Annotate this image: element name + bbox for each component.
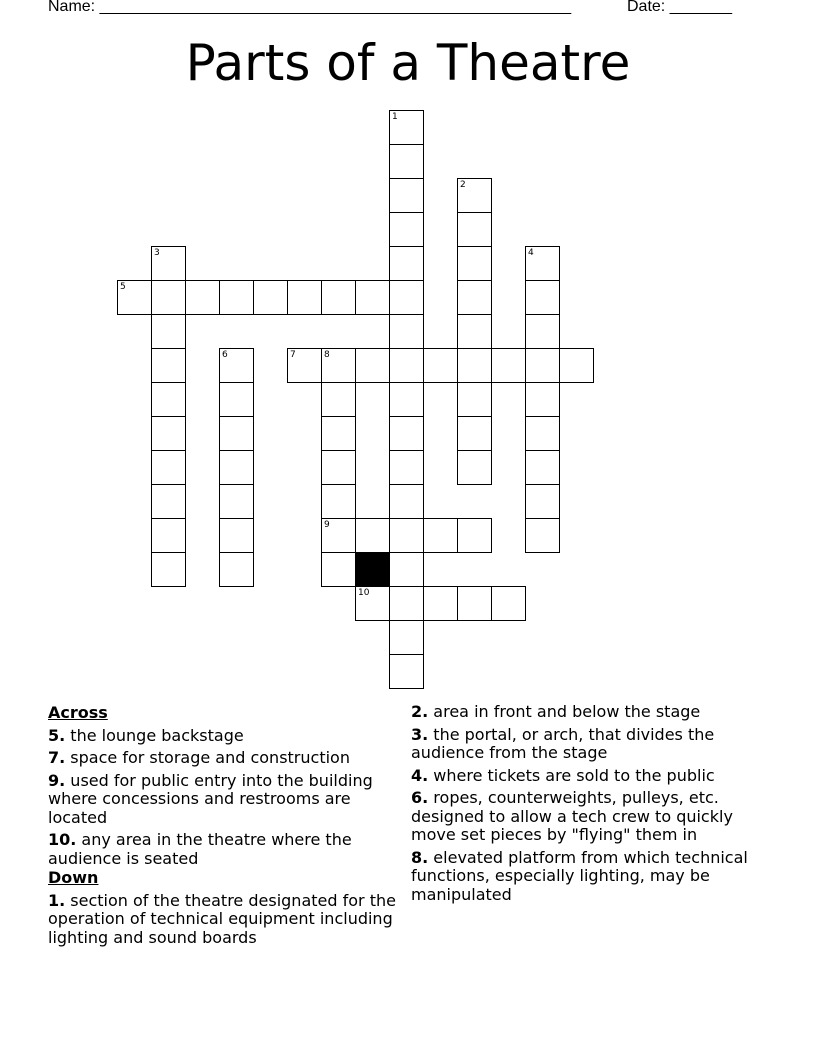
crossword-cell[interactable] bbox=[151, 382, 186, 417]
across-clue: 9. used for public entry into the building where concessions and restrooms are located bbox=[48, 770, 373, 827]
crossword-cell[interactable] bbox=[321, 348, 356, 383]
crossword-cell[interactable] bbox=[151, 314, 186, 349]
crossword-cell[interactable] bbox=[525, 382, 560, 417]
crossword-cell[interactable] bbox=[457, 212, 492, 247]
crossword-cell[interactable] bbox=[525, 280, 560, 315]
crossword-cell[interactable] bbox=[389, 314, 424, 349]
crossword-cell[interactable] bbox=[389, 518, 424, 553]
crossword-cell[interactable] bbox=[355, 586, 390, 621]
down-clue: 6. ropes, counterweights, pulleys, etc. designed to allow a tech crew to quickly move set pieces by "flying" them in bbox=[411, 788, 733, 844]
crossword-cell[interactable] bbox=[525, 348, 560, 383]
crossword-cell[interactable] bbox=[151, 246, 186, 281]
crossword-cell[interactable] bbox=[389, 280, 424, 315]
crossword-cell[interactable] bbox=[219, 518, 254, 553]
crossword-cell[interactable] bbox=[355, 518, 390, 553]
crossword-cell[interactable] bbox=[321, 484, 356, 519]
crossword-cell[interactable] bbox=[389, 178, 424, 213]
crossword-cell[interactable] bbox=[185, 280, 220, 315]
crossword-cell[interactable] bbox=[219, 348, 254, 383]
crossword-cell[interactable] bbox=[355, 280, 390, 315]
crossword-cell[interactable] bbox=[491, 348, 526, 383]
clue-number: 5 bbox=[120, 282, 126, 292]
down-clue: 4. where tickets are sold to the public bbox=[411, 765, 715, 785]
crossword-cell[interactable] bbox=[457, 450, 492, 485]
crossword-cell[interactable] bbox=[219, 382, 254, 417]
crossword-cell[interactable] bbox=[151, 280, 186, 315]
down-clue: 3. the portal, or arch, that divides the audience from the stage bbox=[411, 724, 715, 762]
crossword-cell[interactable] bbox=[389, 586, 424, 621]
across-clue: 10. any area in the theatre where the audience is seated bbox=[48, 830, 352, 868]
down-clue: 8. elevated platform from which technical functions, especially lighting, may be manipulated bbox=[411, 847, 748, 904]
crossword-cell[interactable] bbox=[525, 450, 560, 485]
crossword-cell[interactable] bbox=[219, 450, 254, 485]
crossword-cell[interactable] bbox=[457, 348, 492, 383]
clue-number: 2 bbox=[460, 180, 466, 190]
crossword-cell[interactable] bbox=[389, 246, 424, 281]
crossword-cell[interactable] bbox=[355, 348, 390, 383]
down-clue: 1. section of the theatre designated for the operation of technical equipment including lighting and sound boards bbox=[48, 890, 396, 947]
crossword-cell[interactable] bbox=[457, 178, 492, 213]
crossword-cell[interactable] bbox=[457, 280, 492, 315]
clues-right-column bbox=[411, 703, 771, 904]
crossword-cell[interactable] bbox=[321, 416, 356, 451]
crossword-cell[interactable] bbox=[117, 280, 152, 315]
crossword-cell[interactable] bbox=[389, 416, 424, 451]
crossword-cell[interactable] bbox=[423, 518, 458, 553]
crossword-cell[interactable] bbox=[321, 518, 356, 553]
crossword-cell[interactable] bbox=[457, 518, 492, 553]
clue-number: 1 bbox=[392, 112, 398, 122]
crossword-cell[interactable] bbox=[219, 416, 254, 451]
crossword-cell[interactable] bbox=[287, 280, 322, 315]
crossword-cell[interactable] bbox=[525, 416, 560, 451]
across-heading: Across bbox=[48, 703, 108, 722]
clue-number: 4 bbox=[528, 248, 534, 258]
crossword-cell[interactable] bbox=[491, 586, 526, 621]
crossword-cell[interactable] bbox=[525, 518, 560, 553]
crossword-cell[interactable] bbox=[457, 314, 492, 349]
crossword-cell[interactable] bbox=[389, 382, 424, 417]
crossword-cell[interactable] bbox=[389, 212, 424, 247]
crossword-cell[interactable] bbox=[457, 382, 492, 417]
crossword-cell[interactable] bbox=[525, 314, 560, 349]
crossword-cell[interactable] bbox=[559, 348, 594, 383]
down-heading: Down bbox=[48, 868, 99, 887]
crossword-cell[interactable] bbox=[151, 552, 186, 587]
crossword-black-cell bbox=[355, 552, 390, 587]
crossword-cell[interactable] bbox=[389, 620, 424, 655]
crossword-cell[interactable] bbox=[457, 416, 492, 451]
crossword-cell[interactable] bbox=[151, 518, 186, 553]
crossword-cell[interactable] bbox=[151, 484, 186, 519]
crossword-cell[interactable] bbox=[423, 586, 458, 621]
crossword-cell[interactable] bbox=[389, 552, 424, 587]
page-title: Parts of a Theatre bbox=[185, 34, 631, 92]
crossword-cell[interactable] bbox=[321, 552, 356, 587]
crossword-cell[interactable] bbox=[219, 280, 254, 315]
crossword-cell[interactable] bbox=[423, 348, 458, 383]
crossword-cell[interactable] bbox=[389, 144, 424, 179]
crossword-cell[interactable] bbox=[389, 348, 424, 383]
across-clue: 7. space for storage and construction bbox=[48, 748, 350, 767]
crossword-cell[interactable] bbox=[321, 280, 356, 315]
clue-number: 3 bbox=[154, 248, 160, 258]
crossword-cell[interactable] bbox=[253, 280, 288, 315]
crossword-cell[interactable] bbox=[457, 586, 492, 621]
crossword-cell[interactable] bbox=[151, 450, 186, 485]
clues-left-column bbox=[48, 703, 398, 947]
crossword-cell[interactable] bbox=[321, 450, 356, 485]
crossword-cell[interactable] bbox=[389, 110, 424, 145]
down-clue: 2. area in front and below the stage bbox=[411, 702, 701, 721]
clue-number: 6 bbox=[222, 350, 228, 360]
clue-number: 10 bbox=[358, 588, 370, 598]
clue-number: 7 bbox=[290, 350, 296, 360]
crossword-cell[interactable] bbox=[219, 552, 254, 587]
name-field-label: Name: _____________________________________________________ bbox=[48, 0, 572, 15]
crossword-cell[interactable] bbox=[389, 484, 424, 519]
clue-number: 9 bbox=[324, 520, 330, 530]
crossword-cell[interactable] bbox=[525, 484, 560, 519]
date-field-label: Date: _______ bbox=[627, 0, 732, 15]
crossword-cell[interactable] bbox=[151, 416, 186, 451]
crossword-cell[interactable] bbox=[287, 348, 322, 383]
crossword-cell[interactable] bbox=[389, 450, 424, 485]
crossword-cell[interactable] bbox=[457, 246, 492, 281]
crossword-cell[interactable] bbox=[151, 348, 186, 383]
across-clue: 5. the lounge backstage bbox=[48, 725, 244, 745]
crossword-cell[interactable] bbox=[219, 484, 254, 519]
crossword-cell[interactable] bbox=[525, 246, 560, 281]
clue-number: 8 bbox=[324, 350, 330, 360]
crossword-cell[interactable] bbox=[321, 382, 356, 417]
crossword-cell[interactable] bbox=[389, 654, 424, 689]
